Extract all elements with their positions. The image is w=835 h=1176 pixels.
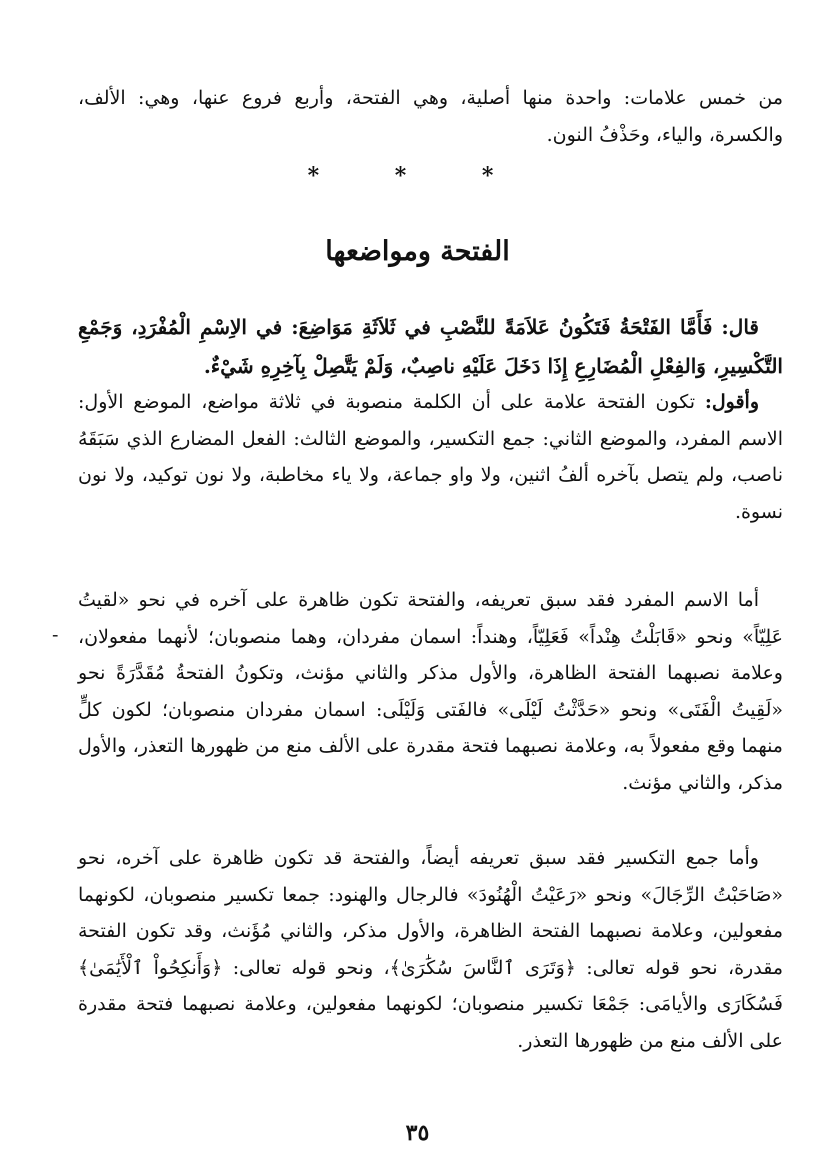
mufrad-paragraph — [78, 582, 783, 801]
matn-lead: قال: — [721, 315, 759, 339]
intro-text: من خمس علامات: واحدة منها أصلية، وهي الفتحة، وأربع فروع عنها، وهي: الألف، والكسرة، والياء، وحَذْفُ النون. — [78, 87, 783, 146]
taksir-text: وأما جمع التكسير فقد سبق تعريفه أيضاً، والفتحة قد تكون ظاهرة على آخره، نحو «صَاحَبْتُ الرِّجَالَ» ونحو «رَعَيْتُ الْهُنُودَ» فالرجال والهنود: جمعا تكسير منصوبان، لكونهما مفعولين، وعلامة نصبهما الفتحة الظاهرة، والأول مذكر، والثاني مُؤَنث، وقد تكون الفتحة مقدرة، نحو قوله تعالى: ﴿وَتَرَى ٱلنَّاسَ سُكَٰرَىٰ﴾، ونحو قوله تعالى: ﴿وَأَنكِحُواْ ٱلْأَيَٰمَىٰ﴾ فَسُكَارَى والأيامَى: جَمْعَا تكسير منصوبان؛ لكونهما مفعولين، وعلامة نصبهما فتحة مقدرة على الألف منع من ظهورها التعذر. — [78, 847, 783, 1052]
matn-text: فَأَمَّا الفَتْحَةُ فَتَكُونُ عَلاَمَةً للنَّصْبِ في ثَلاَثَةِ مَوَاضِعَ: في الاِسْمِ الْمُفْرَدِ، وَجَمْعِ التَّكْسِيرِ، وَالفِعْلِ الْمُضَارِعِ إِذَا دَخَلَ عَلَيْهِ ناصِبٌ، وَلَمْ يَتَّصِلْ بِآخِرِهِ شَيْءٌ. — [78, 315, 783, 378]
mufrad-text: أما الاسم المفرد فقد سبق تعريفه، والفتحة تكون ظاهرة على آخره في نحو «لقيتُ عَلِيّاً» ونحو «قَابَلْتُ هِنْداً» فَعَلِيّاً، وهنداً: اسمان مفردان، وهما منصوبان؛ لأنهما مفعولان، وعلامة نصبهما الفتحة الظاهرة، والأول مذكر والثاني مؤنث، وتكونُ الفتحةُ مُقَدَّرَةً نحو «لَقِيتُ الْفَتَى» ونحو «حَدَّثْتُ لَيْلَى» فالفَتى وَلَيْلَى: اسمان مفردان منصوبان؛ لكون كلٍّ منهما وقع مفعولاً به، وعلامة نصبهما فتحة مقدرة على الألف منع من ظهورها التعذر، والأول مذكر، والثاني مؤنث. — [78, 589, 783, 794]
section-separator: * * * — [307, 163, 528, 189]
matn-paragraph — [78, 308, 783, 386]
taksir-paragraph — [78, 840, 783, 1059]
sharh-text: تكون الفتحة علامة على أن الكلمة منصوبة في ثلاثة مواضع، الموضع الأول: الاسم المفرد، والموضع الثاني: جمع التكسير، والموضع الثالث: الفعل المضارع الذي سَبَقَهُ ناصب، ولم يتصل بآخره ألفُ اثنين، ولا واو جماعة، ولا ياء مخاطبة، ولا نون توكيد، ولا نون نسوة. — [78, 391, 783, 523]
margin-dash: - — [52, 624, 59, 646]
intro-paragraph — [78, 80, 783, 153]
sharh-lead: وأقول: — [704, 391, 759, 413]
section-title: الفتحة ومواضعها — [325, 236, 510, 267]
sharh-paragraph — [78, 384, 783, 530]
page-number: ٣٥ — [405, 1120, 430, 1146]
